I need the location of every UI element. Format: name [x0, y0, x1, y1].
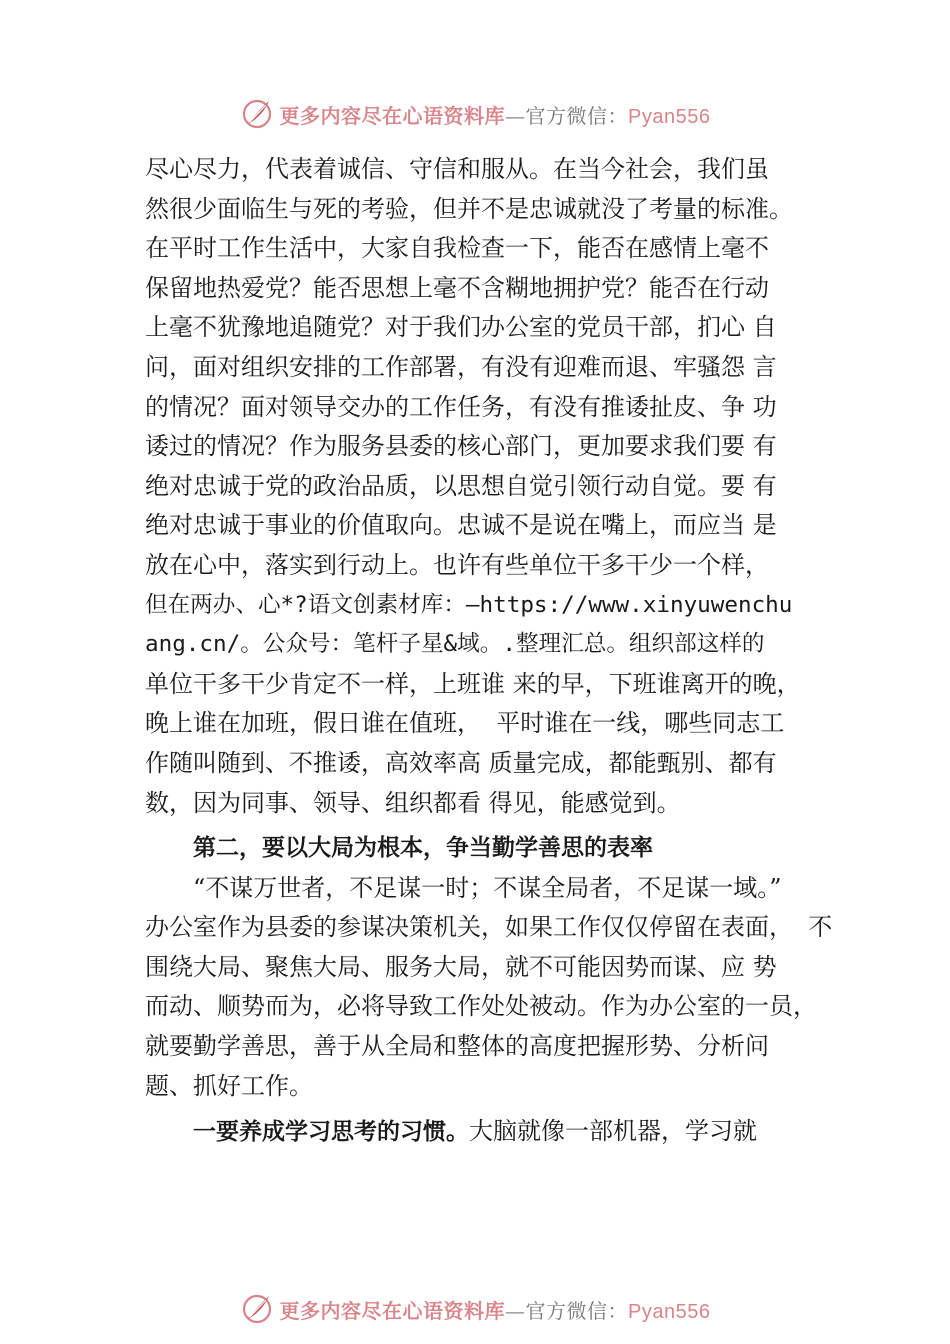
- text-line: 的情况？面对领导交办的工作任务，有没有推诿扯皮、争 功: [145, 392, 777, 421]
- text-line: ang.cn/。公众号：笔杆子星&域。.整理汇总。组织部这样的: [145, 631, 765, 658]
- header-banner-label: 官方微信：: [525, 103, 629, 128]
- text-line: 问，面对组织安排的工作部署，有没有迎难而退、牢骚怨 言: [145, 352, 777, 381]
- text-line: 在平时工作生活中，大家自我检查一下，能否在感情上毫不: [145, 234, 769, 263]
- text-line: 绝对忠诚于事业的价值取向。忠诚不是说在嘴上，而应当 是: [145, 511, 777, 540]
- footer-banner-title: 更多内容尽在心语资料库: [279, 1298, 506, 1323]
- footer-banner-separator: —: [505, 1298, 526, 1323]
- point-1-bold-lead: 一要养成学习思考的习惯。: [193, 1119, 469, 1146]
- point-1-paragraph: [145, 1112, 845, 1152]
- text-line: 保留地热爱党？能否思想上毫不含糊地拥护党？能否在行动: [145, 273, 769, 302]
- text-line: 单位干多干少肯定不一样，上班谁 来的早，下班谁离开的晚，: [145, 669, 801, 698]
- text-line: 上毫不犹豫地追随党？对于我们办公室的党员干部，扪心 自: [145, 313, 777, 342]
- text-line: 尽心尽力，代表着诚信、守信和服从。在当今社会，我们虽: [145, 155, 769, 183]
- quill-pen-logo-icon: [240, 97, 274, 131]
- text-line: 诿过的情况？作为服务县委的核心部门，更加要求我们要 有: [145, 432, 777, 461]
- text-line: 放在心中，落实到行动上。也许有些单位干多干少一个样，: [145, 550, 769, 579]
- text-line: “不谋万世者，不足谋一时；不谋全局者，不足谋一域。”: [193, 873, 782, 902]
- header-banner-text: [280, 100, 711, 129]
- footer-banner-label: 官方微信：: [525, 1298, 629, 1323]
- footer-banner-wechat-id: Pyan556: [628, 1300, 711, 1323]
- text-line: 题、抓好工作。: [145, 1071, 313, 1100]
- text-line: 办公室作为县委的参谋决策机关，如果工作仅仅停留在表面， 不: [145, 913, 833, 942]
- text-line: 晚上谁在加班，假日谁在值班， 平时谁在一线，哪些同志工: [145, 709, 785, 738]
- footer-banner: [0, 1291, 950, 1327]
- text-line: 作随叫随到、不推诿，高效率高 质量完成，都能甄别、都有: [145, 748, 777, 777]
- document-body: [145, 150, 845, 1152]
- header-banner: [0, 96, 950, 132]
- text-line: 围绕大局、聚焦大局、服务大局，就不可能因势而谋、应 势: [145, 952, 777, 981]
- paragraph-1: [145, 150, 845, 823]
- text-line: 数，因为同事、领导、组织都看 得见，能感觉到。: [145, 788, 681, 817]
- point-1-text: 大脑就像一部机器，学习就: [469, 1117, 757, 1146]
- header-banner-title: 更多内容尽在心语资料库: [279, 103, 506, 128]
- text-line: 绝对忠诚于党的政治品质，以思想自觉引领行动自觉。要 有: [145, 471, 777, 500]
- header-banner-wechat-id: Pyan556: [628, 105, 711, 128]
- footer-banner-text: [280, 1295, 711, 1324]
- text-line: 然很少面临生与死的考验，但并不是忠诚就没了考量的标准。: [145, 194, 793, 223]
- text-line: 而动、顺势而为，必将导致工作处处被动。作为办公室的一员，: [145, 992, 817, 1021]
- section-2-body: [145, 869, 845, 1107]
- section-2-heading: 第二，要以大局为根本，争当勤学善思的表率: [193, 835, 653, 862]
- text-line: 就要勤学善思，善于从全局和整体的高度把握形势、分析问: [145, 1032, 769, 1061]
- quill-pen-logo-icon: [240, 1292, 274, 1326]
- header-banner-separator: —: [505, 103, 526, 128]
- text-line: 但在两办、心*?语文创素材库：—https://www.xinyuwenchu: [145, 591, 793, 618]
